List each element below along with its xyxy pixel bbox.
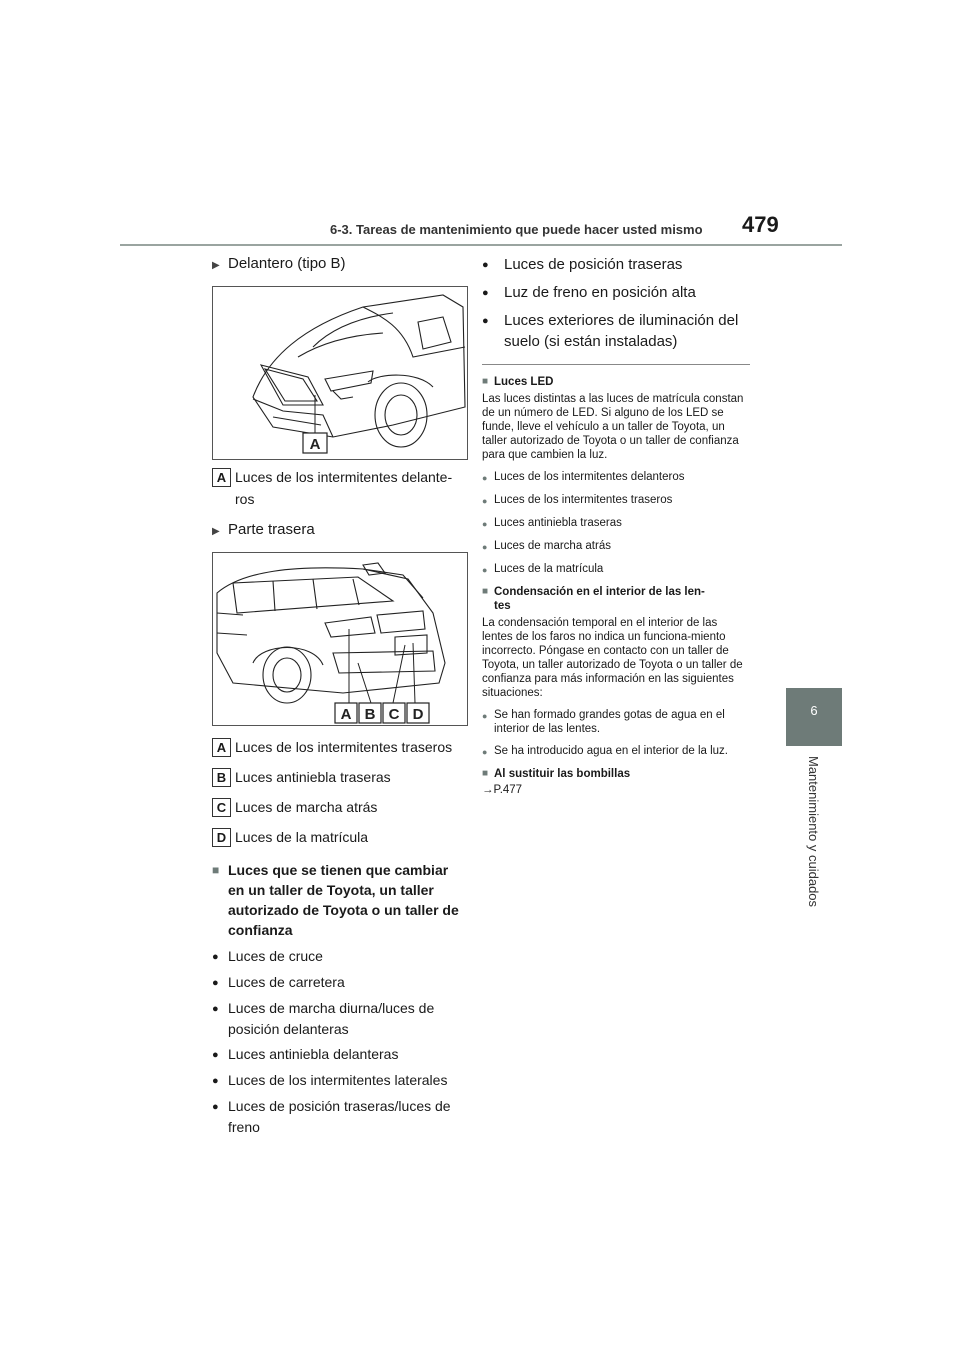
rear-car-illustration bbox=[213, 553, 467, 725]
bulbs-title: ■ Al sustituir las bombillas bbox=[482, 768, 631, 780]
rear-callout-a: A Luces de los intermitentes traseros bbox=[212, 736, 468, 758]
right-column bbox=[482, 254, 750, 796]
square-bullet-icon: ■ bbox=[482, 768, 489, 779]
header-rule bbox=[120, 244, 842, 246]
list-item: ● Se ha introducido agua en el interior de la luz. bbox=[482, 745, 728, 757]
callout-text: Luces de los intermitentes delante- ros bbox=[235, 469, 453, 507]
section-title: 6-3. Tareas de mantenimiento que puede hacer usted mismo bbox=[330, 222, 703, 237]
rear-callout-c: C Luces de marcha atrás bbox=[212, 796, 468, 818]
condensation-title: ■ Condensación en el interior de las len- tes bbox=[482, 586, 705, 612]
condensation-body: La condensación temporal en el interior de las lentes de los faros no indica un funciona-miento incorrecto. Póngase en contacto con un taller de Toyota, un taller autorizado de Toyota o un taller de confianza para más información en las siguientes situaciones: bbox=[482, 617, 743, 699]
list-item: ● Luces antiniebla delanteras bbox=[212, 1044, 468, 1066]
led-body: Las luces distintas a las luces de matrícula constan de un número de LED. Si alguno de los LED se funde, lleve el vehículo a un taller de Toyota, un taller autorizado de Toyota o un taller de confianza para que cambien la luz. bbox=[482, 393, 744, 461]
rear-heading: ▶ Parte trasera bbox=[212, 520, 468, 542]
section-divider bbox=[482, 364, 750, 365]
dealer-section-title: ■ Luces que se tienen que cambiar en un taller de Toyota, un taller autorizado de Toyota o un taller de confianza bbox=[212, 862, 459, 938]
bullet-icon: ● bbox=[212, 951, 219, 963]
bullet-icon: ● bbox=[482, 565, 488, 575]
list-item: ● Luces de marcha diurna/luces de posición delanteras bbox=[212, 998, 468, 1040]
triangle-icon: ▶ bbox=[212, 526, 220, 537]
bullet-icon: ● bbox=[482, 711, 488, 721]
list-item: ● Luces de posición traseras bbox=[482, 254, 750, 276]
front-label-a: A bbox=[309, 436, 321, 453]
list-item: ● Luces de carretera bbox=[212, 972, 468, 994]
bullet-icon: ● bbox=[482, 259, 489, 271]
list-item: ● Luces de cruce bbox=[212, 946, 468, 968]
bullet-icon: ● bbox=[482, 496, 488, 506]
list-item: ● Luz de freno en posición alta bbox=[482, 282, 750, 304]
list-item: ● Luces de posición traseras/luces de freno bbox=[212, 1096, 468, 1138]
list-item: ● Luces de los intermitentes delanteros bbox=[482, 471, 685, 483]
list-item: ● Luces de marcha atrás bbox=[482, 540, 611, 552]
rear-label-b: B bbox=[364, 706, 376, 723]
front-callout-a bbox=[212, 466, 468, 510]
bullet-icon: ● bbox=[482, 519, 488, 529]
bullet-icon: ● bbox=[482, 747, 488, 757]
front-car-illustration bbox=[213, 287, 467, 459]
rear-label-d: D bbox=[412, 706, 424, 723]
list-item: ● Luces de los intermitentes laterales bbox=[212, 1070, 468, 1092]
list-item: ● Se han formado grandes gotas de agua en el interior de las lentes. bbox=[482, 709, 725, 735]
bullet-icon: ● bbox=[482, 315, 489, 327]
left-column bbox=[212, 254, 468, 1142]
square-bullet-icon: ■ bbox=[482, 376, 489, 387]
led-title: ■ Luces LED bbox=[482, 376, 554, 388]
square-bullet-icon: ■ bbox=[482, 586, 489, 597]
chapter-tab[interactable]: 6 bbox=[786, 688, 842, 746]
rear-callout-b: B Luces antiniebla traseras bbox=[212, 766, 468, 788]
front-figure bbox=[212, 286, 468, 460]
bullet-icon: ● bbox=[482, 287, 489, 299]
list-item: ● Luces de los intermitentes traseros bbox=[482, 494, 673, 506]
front-heading: ▶ Delantero (tipo B) bbox=[212, 254, 468, 276]
bullet-icon: ● bbox=[212, 1075, 219, 1087]
rear-label-a: A bbox=[340, 706, 352, 723]
callout-letter: A bbox=[212, 468, 231, 487]
list-item: ● Luces antiniebla traseras bbox=[482, 517, 622, 529]
chapter-title: Mantenimiento y cuidados bbox=[806, 756, 821, 908]
bullet-icon: ● bbox=[482, 473, 488, 483]
rear-label-c: C bbox=[388, 706, 400, 723]
rear-figure bbox=[212, 552, 468, 726]
bullet-icon: ● bbox=[212, 1003, 219, 1015]
bullet-icon: ● bbox=[212, 1101, 219, 1113]
list-item: ● Luces de la matrícula bbox=[482, 563, 604, 575]
list-item: ● Luces exteriores de iluminación del suelo (si están instaladas) bbox=[482, 312, 739, 350]
rear-callout-d: D Luces de la matrícula bbox=[212, 826, 468, 848]
bullet-icon: ● bbox=[212, 1049, 219, 1061]
chapter-side-label bbox=[806, 756, 826, 926]
triangle-icon: ▶ bbox=[212, 260, 220, 271]
bullet-icon: ● bbox=[212, 977, 219, 989]
page-number: 479 bbox=[742, 212, 779, 237]
bullet-icon: ● bbox=[482, 542, 488, 552]
square-bullet-icon: ■ bbox=[212, 863, 220, 877]
page-reference-link[interactable]: →P.477 bbox=[482, 784, 523, 796]
